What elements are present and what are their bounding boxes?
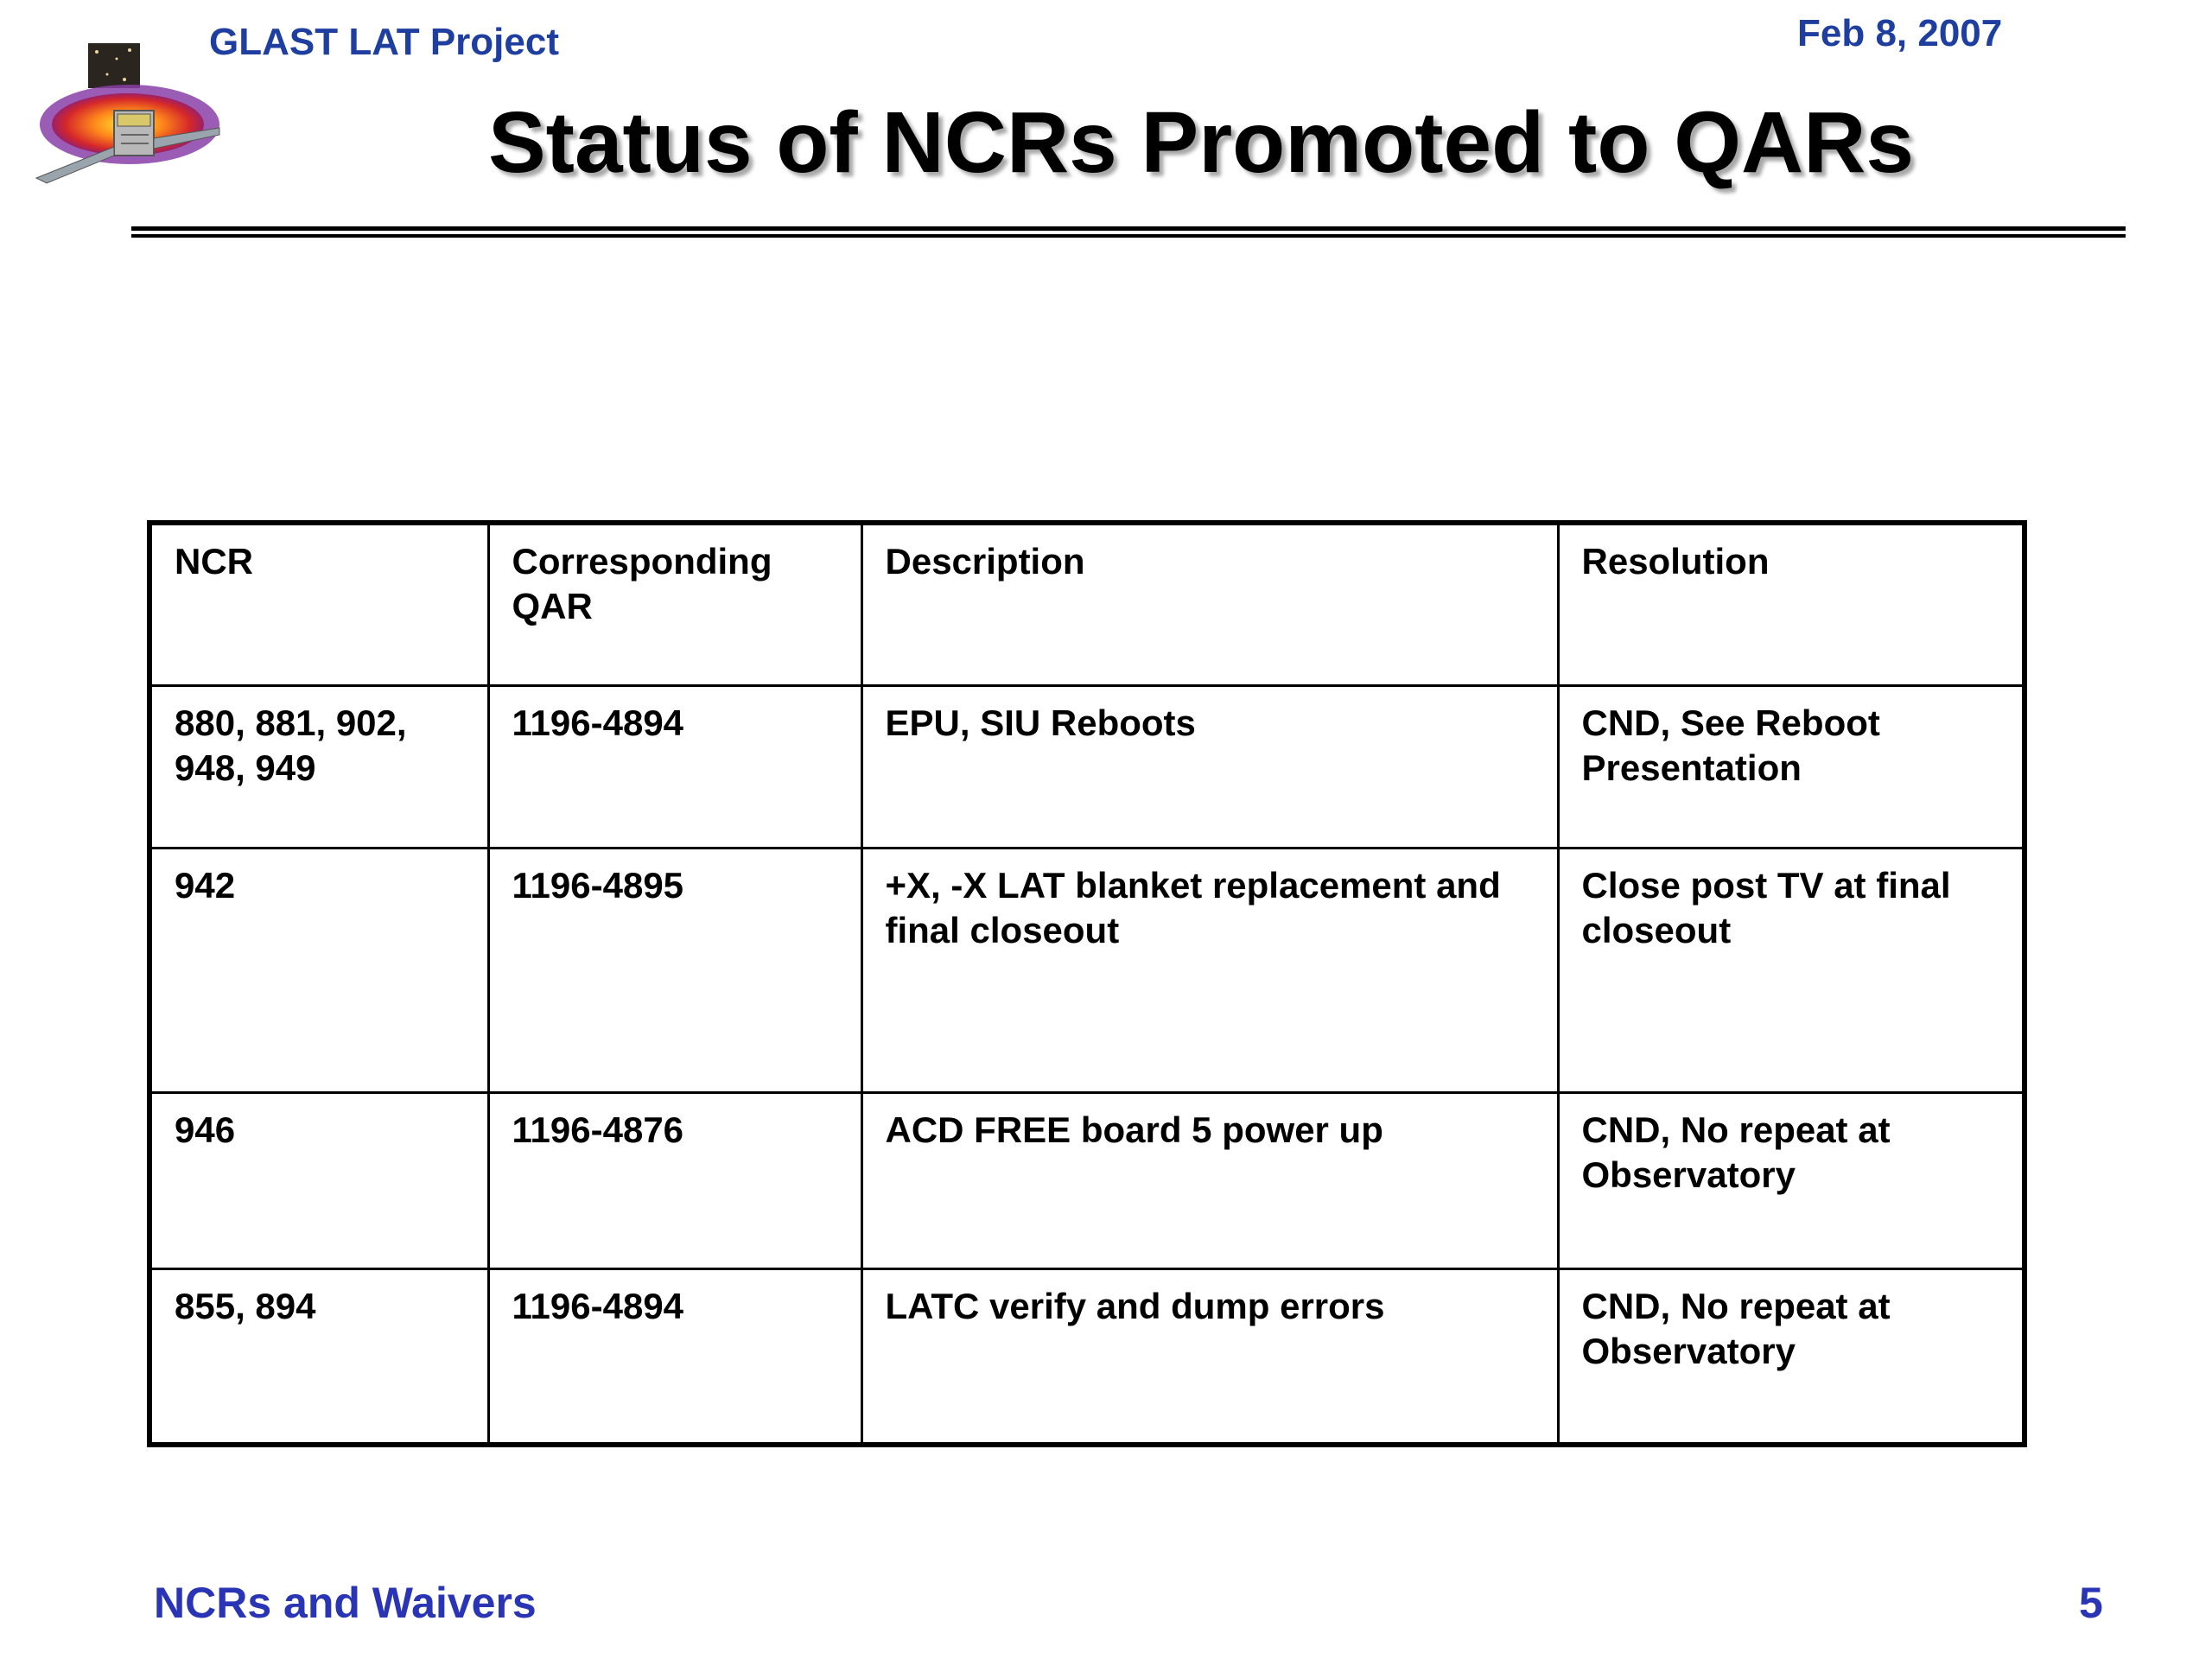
cell-resolution: CND, No repeat at Observatory — [1558, 1268, 2024, 1445]
title-divider — [131, 226, 2126, 231]
column-header-qar: Corresponding QAR — [488, 523, 861, 685]
ncr-qar-table — [147, 520, 2027, 1447]
column-header-description: Description — [861, 523, 1558, 685]
footer-section-title: NCRs and Waivers — [154, 1579, 537, 1627]
slide-title: Status of NCRs Promoted to QARs — [487, 94, 1915, 191]
page-number: 5 — [2079, 1579, 2103, 1627]
cell-ncr: 946 — [149, 1092, 488, 1268]
cell-description: ACD FREE board 5 power up — [861, 1092, 1558, 1268]
column-header-resolution: Resolution — [1558, 523, 2024, 685]
cell-resolution: CND, No repeat at Observatory — [1558, 1092, 2024, 1268]
table-header-row — [149, 523, 2024, 685]
table-row — [149, 848, 2024, 1092]
title-divider-thin — [131, 234, 2126, 238]
cell-ncr: 880, 881, 902, 948, 949 — [149, 685, 488, 848]
slide-date: Feb 8, 2007 — [1797, 12, 2003, 54]
cell-description: +X, -X LAT blanket replacement and final closeout — [861, 848, 1558, 1092]
table-row — [149, 1092, 2024, 1268]
cell-ncr: 855, 894 — [149, 1268, 488, 1445]
table-row — [149, 1268, 2024, 1445]
cell-qar: 1196-4876 — [488, 1092, 861, 1268]
cell-description: EPU, SIU Reboots — [861, 685, 1558, 848]
cell-qar: 1196-4894 — [488, 685, 861, 848]
cell-qar: 1196-4894 — [488, 1268, 861, 1445]
cell-qar: 1196-4895 — [488, 848, 861, 1092]
cell-resolution: Close post TV at final closeout — [1558, 848, 2024, 1092]
cell-ncr: 942 — [149, 848, 488, 1092]
cell-resolution: CND, See Reboot Presentation — [1558, 685, 2024, 848]
table-row — [149, 685, 2024, 848]
cell-description: LATC verify and dump errors — [861, 1268, 1558, 1445]
project-name: GLAST LAT Project — [209, 21, 559, 63]
column-header-ncr: NCR — [149, 523, 488, 685]
